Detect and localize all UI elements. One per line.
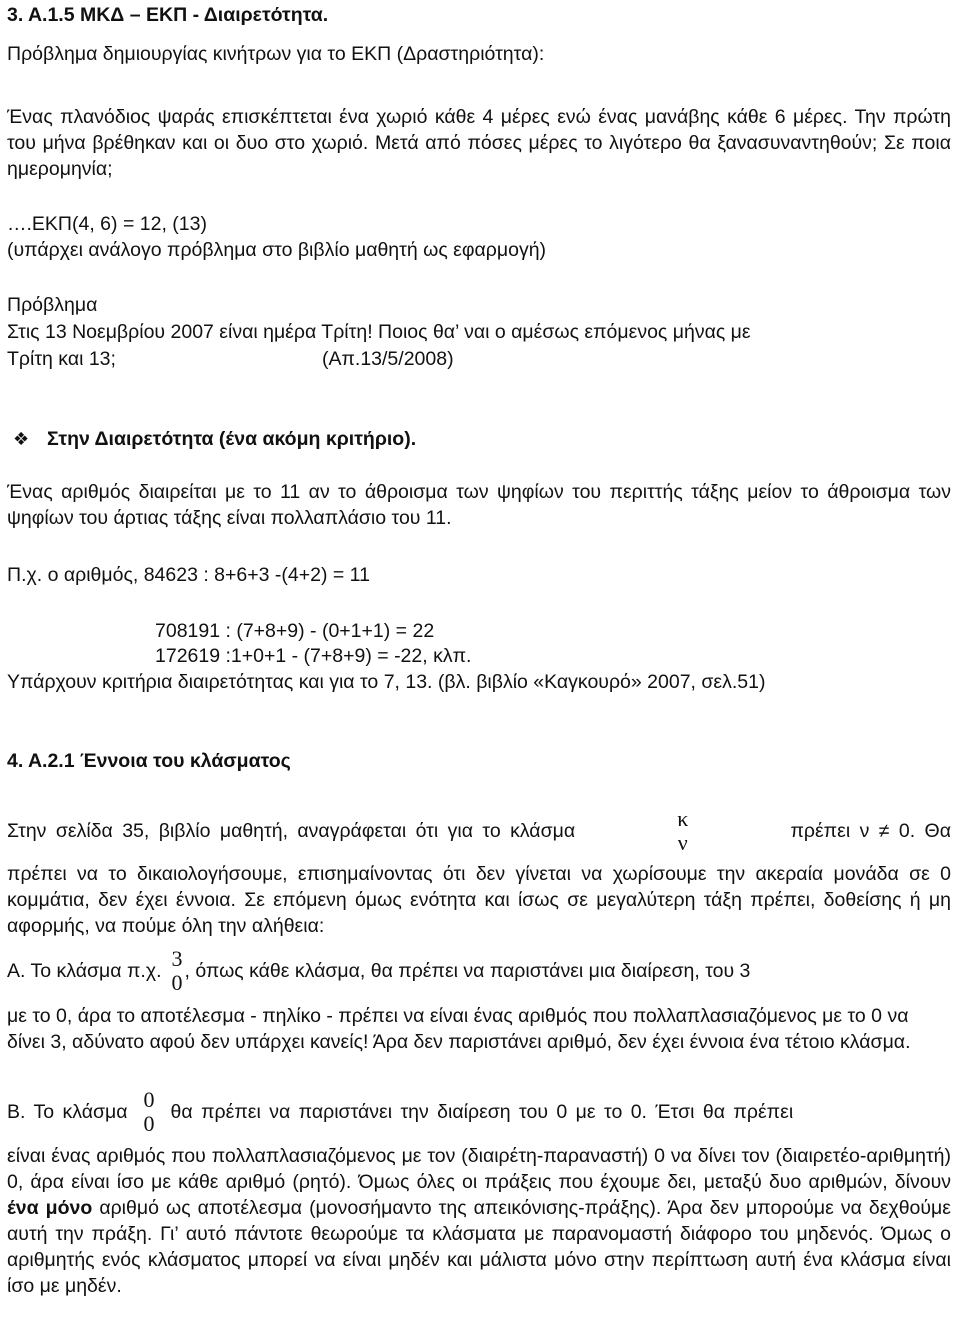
example-84623: Π.χ. ο αριθμός, 84623 : 8+6+3 -(4+2) = 11 <box>7 564 370 586</box>
example-172619: 172619 :1+0+1 - (7+8+9) = -22, κλπ. <box>155 645 472 667</box>
fisher-problem-paragraph: Ένας πλανόδιος ψαράς επισκέπτεται ένα χωριό κάθε 4 μέρες ενώ ένας μανάβης κάθε 6 μέρες. Την πρώτη του μήνα βρέθηκαν και οι δυο στο χωριό. Μετά από πόσες μέρες το λιγότερο θα ξανασυναντηθούν; Σε ποια ημερομηνία; <box>7 106 951 180</box>
fraction-kappa-numerator: κ <box>677 806 689 831</box>
divisibility-11-rule: Ένας αριθμός διαιρείται με το 11 αν το άθροισμα των ψηφίων του περιττής τάξης μείον το άθροισμα των ψηφίων του άρτιας τάξης είναι πολλαπλάσιο του 11. <box>7 481 951 529</box>
section-b-line-1 <box>7 1085 951 1139</box>
example-708191: 708191 : (7+8+9) - (0+1+1) = 22 <box>155 620 435 642</box>
ekp-result: ….ΕΚΠ(4, 6) = 12, (13) <box>7 213 207 235</box>
fraction-zero-denominator: 0 <box>143 1111 155 1136</box>
section-b-rest <box>7 1143 951 1299</box>
diamond-bullet-icon: ❖ <box>13 429 30 449</box>
section-b-emphasis: ένα μόνο <box>7 1197 93 1219</box>
fraction-3-over-0 <box>170 947 185 995</box>
heading-section-3: 3. Α.1.5 ΜΚΔ – ΕΚΠ - Διαιρετότητα. <box>7 4 329 26</box>
page35-text-a: Στην σελίδα 35, βιβλίο μαθητή, αναγράφεται ότι για το κλάσμα <box>7 820 576 842</box>
fraction-nu-denominator: ν <box>677 830 688 855</box>
problem-intro: Πρόβλημα δημιουργίας κινήτρων για το ΕΚΠ (Δραστηριότητα): <box>7 43 545 65</box>
ekp-note: (υπάρχει ανάλογο πρόβλημα στο βιβλίο μαθητή ως εφαρμογή) <box>7 239 547 261</box>
tuesday-problem-line-1: Στις 13 Νοεμβρίου 2007 είναι ημέρα Τρίτη! Ποιος θα’ ναι ο αμέσως επόμενος μήνας με <box>7 321 751 343</box>
section-b-rest-part-2: αριθμό ως αποτέλεσμα (μονοσήμαντο της απεικόνισης-πράξης). Άρα δεν μπορούμε να δεχθούμε αυτή την πράξη. Γι’ αυτό πάντοτε θεωρούμε τα κλάσματα με παρανομαστή διάφορο του μηδενός. Όμως ο αριθμητής ενός κλάσματος μπορεί να είναι μηδέν και μάλιστα μόνο στην περίπτωση αυτή ένα κλάσμα είναι ίσο με μηδέν. <box>7 1197 951 1297</box>
fraction-0-denominator: 0 <box>171 970 183 995</box>
section-b-mid: θα πρέπει να παριστάνει την διαίρεση του 0 με το 0. Έτσι θα πρέπει <box>170 1101 794 1123</box>
page35-line-1 <box>7 803 951 859</box>
section-a-line-1 <box>7 944 951 998</box>
tuesday-question: Τρίτη και 13; <box>7 348 116 370</box>
fraction-zero-numerator: 0 <box>143 1087 155 1112</box>
problem-label: Πρόβλημα <box>7 294 98 316</box>
page35-rest: πρέπει να το δικαιολογήσουμε, επισημαίνοντας ότι δεν γίνεται να χωρίσουμε την ακεραία μονάδα σε 0 κομμάτια, δεν έχει έννοια. Σε επόμενη όμως ενότητα και ίσως σε μεγαλύτερη τάξη πρέπει, δοθείσης ή μη αφορμής, να πούμε όλη την αλήθεια: <box>7 863 951 937</box>
fraction-3-numerator: 3 <box>171 946 183 971</box>
page35-text-b: πρέπει ν ≠ 0. Θα <box>790 820 951 842</box>
section-a-start: Α. Το κλάσμα π.χ. <box>7 960 162 982</box>
criteria-note: Υπάρχουν κριτήρια διαιρετότητας και για το 7, 13. (βλ. βιβλίο «Καγκουρό» 2007, σελ.51) <box>7 671 766 693</box>
section-a-mid: , όπως κάθε κλάσμα, θα πρέπει να παριστάνει μια διαίρεση, του 3 <box>184 960 751 982</box>
heading-section-4: 4. Α.2.1 Έννοια του κλάσματος <box>7 750 291 772</box>
section-a-rest: με το 0, άρα το αποτέλεσμα - πηλίκο - πρέπει να είναι ένας αριθμός που πολλαπλασιαζόμενος με το 0 να δίνει 3, αδύνατο αφού δεν υπάρχει κανείς! Άρα δεν παριστάνει αριθμό, δεν έχει έννοια ένα τέτοιο κλάσμα. <box>7 1005 911 1053</box>
divisibility-heading: Στην Διαιρετότητα (ένα ακόμη κριτήριο). <box>47 428 417 450</box>
section-b-start: Β. Το κλάσμα <box>7 1101 128 1123</box>
section-b-rest-part-1: είναι ένας αριθμός που πολλαπλασιαζόμενος με τον (διαιρέτη-παραναστή) 0 να δίνει τον (διαιρετέο-αριθμητή) 0, άρα είναι ίσο με κάθε αριθμό (ρητό). Όμως όλες οι πράξεις που έχουμε δει, μεταξύ δυο αριθμών, δίνουν <box>7 1145 951 1193</box>
fraction-0-over-0 <box>142 1088 157 1136</box>
tuesday-answer: (Απ.13/5/2008) <box>321 348 454 370</box>
bullet-heading-row <box>13 426 951 452</box>
fraction-kappa-nu <box>675 807 690 855</box>
tuesday-problem-line-2 <box>7 346 951 372</box>
